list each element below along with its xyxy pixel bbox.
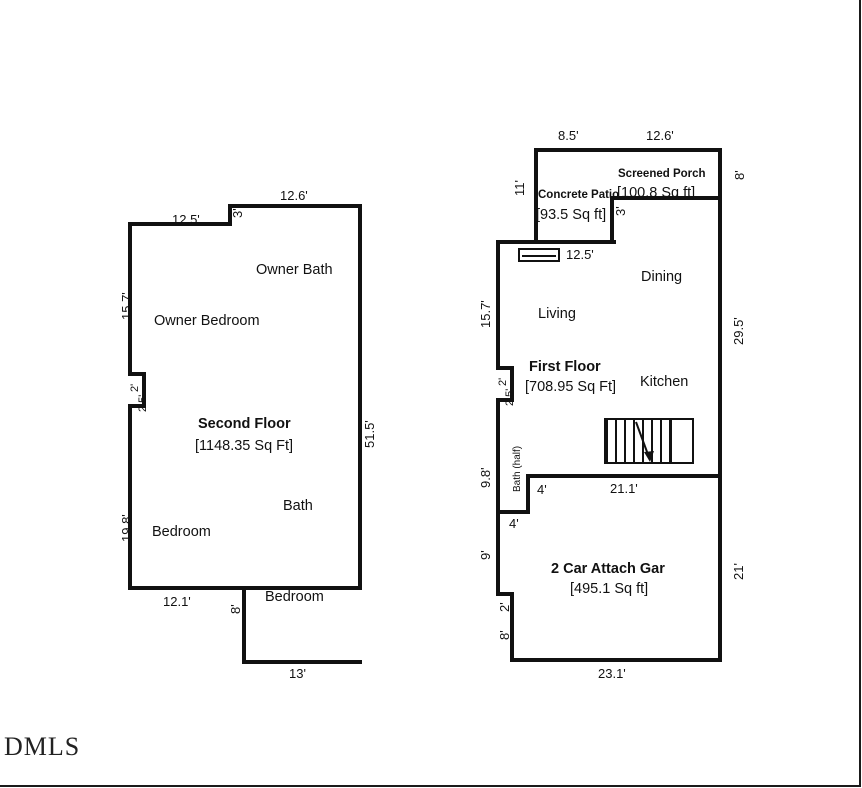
dim-ff-right-upper: 29.5' xyxy=(731,317,746,345)
dim-ff-left-notch-d: 8' xyxy=(497,630,512,640)
room-label-dining: Dining xyxy=(641,269,683,285)
room-label-half-bath: Bath (half) xyxy=(512,445,523,492)
watermark: DMLS xyxy=(4,732,81,761)
dim-sf-left-lower: 19.8' xyxy=(119,514,134,542)
wall-ff-top xyxy=(496,240,616,244)
dim-sf-bottom-notch: 8' xyxy=(228,604,243,614)
room-label-screened-porch: Screened Porch xyxy=(618,168,706,180)
dim-ff-porch-top-left: 8.5' xyxy=(558,128,579,143)
first-floor-area: [708.95 Sq Ft] xyxy=(525,379,617,395)
wall-ff-bath-jog-vertical xyxy=(526,474,530,514)
wall-ff-right-upper xyxy=(718,196,722,464)
room-label-concrete-patio: Concrete Patio xyxy=(538,189,620,201)
dim-sf-left-notch-a: 2' xyxy=(129,383,141,392)
wall-ff-left-bath xyxy=(496,398,500,514)
dim-ff-left-garage: 9' xyxy=(478,550,493,560)
room-label-owner-bedroom: Owner Bedroom xyxy=(154,313,260,329)
room-label-bedroom-1: Bedroom xyxy=(152,524,211,540)
second-floor-title: Second Floor xyxy=(198,416,291,432)
dim-sf-top-right: 12.6' xyxy=(280,188,308,203)
wall-sf-bottom xyxy=(242,660,362,664)
wall-sf-right xyxy=(358,204,362,590)
dim-ff-left-notch-c: 2' xyxy=(497,602,512,612)
first-floor-title: First Floor xyxy=(529,359,601,375)
room-label-living: Living xyxy=(538,306,576,322)
dim-sf-right: 51.5' xyxy=(362,420,377,448)
room-area-screened-porch: [100.8 Sq ft] xyxy=(617,185,696,201)
second-floor-area: [1148.35 Sq Ft] xyxy=(195,438,294,454)
wall-ff-porch-top xyxy=(534,148,722,152)
dim-ff-porch-right: 8' xyxy=(732,170,747,180)
dim-ff-right-lower: 21' xyxy=(731,563,746,580)
dim-ff-porch-top-right: 12.6' xyxy=(646,128,674,143)
wall-sf-bottom-jog xyxy=(242,586,246,664)
stairs-outline xyxy=(604,418,694,464)
window-icon xyxy=(518,248,560,262)
dim-ff-stair-run: 21.1' xyxy=(610,481,638,496)
dim-sf-top-notch: 3' xyxy=(230,208,245,218)
wall-sf-bottom-left xyxy=(128,586,246,590)
dim-ff-porch-left: 11' xyxy=(512,180,527,196)
wall-sf-left-lower xyxy=(128,408,132,590)
wall-ff-bottom xyxy=(510,658,722,662)
wall-sf-top-right xyxy=(256,204,362,208)
room-label-garage: 2 Car Attach Gar xyxy=(551,561,665,577)
dim-sf-left-upper: 15.7' xyxy=(119,292,134,320)
room-area-garage: [495.1 Sq ft] xyxy=(570,581,649,597)
room-area-concrete-patio: [93.5 Sq ft] xyxy=(536,207,607,223)
dim-ff-bottom: 23.1' xyxy=(598,666,626,681)
wall-ff-garage-top xyxy=(526,474,718,478)
room-label-kitchen: Kitchen xyxy=(640,374,689,390)
dim-ff-bath-jog-b: 4' xyxy=(509,516,519,531)
dim-sf-top-left: 12.5' xyxy=(172,212,200,227)
wall-ff-right-lower xyxy=(718,464,722,660)
room-label-bedroom-2: Bedroom xyxy=(265,589,324,605)
room-label-bath: Bath xyxy=(283,498,313,514)
dim-sf-left-notch-b: 2.5' xyxy=(137,394,149,412)
dim-ff-left-notch-b: 2.5' xyxy=(504,388,516,406)
dim-ff-patio-notch: 3' xyxy=(613,206,628,216)
dim-ff-left-bath: 9.8' xyxy=(478,467,493,488)
dim-sf-bottom-right: 13' xyxy=(289,666,306,681)
wall-ff-patio-right xyxy=(610,196,614,244)
dim-ff-window: 12.5' xyxy=(566,247,594,262)
dim-sf-bottom-left: 12.1' xyxy=(163,594,191,609)
dim-ff-left-notch-a: 2' xyxy=(497,377,509,386)
wall-ff-bath-jog-bottom xyxy=(496,510,530,514)
wall-ff-left-garage xyxy=(496,510,500,596)
wall-ff-left-upper xyxy=(496,240,500,368)
room-label-owner-bath: Owner Bath xyxy=(256,262,333,278)
dim-ff-left-upper: 15.7' xyxy=(478,300,493,328)
wall-ff-porch-right xyxy=(718,148,722,198)
dim-ff-bath-jog-a: 4' xyxy=(537,482,547,497)
